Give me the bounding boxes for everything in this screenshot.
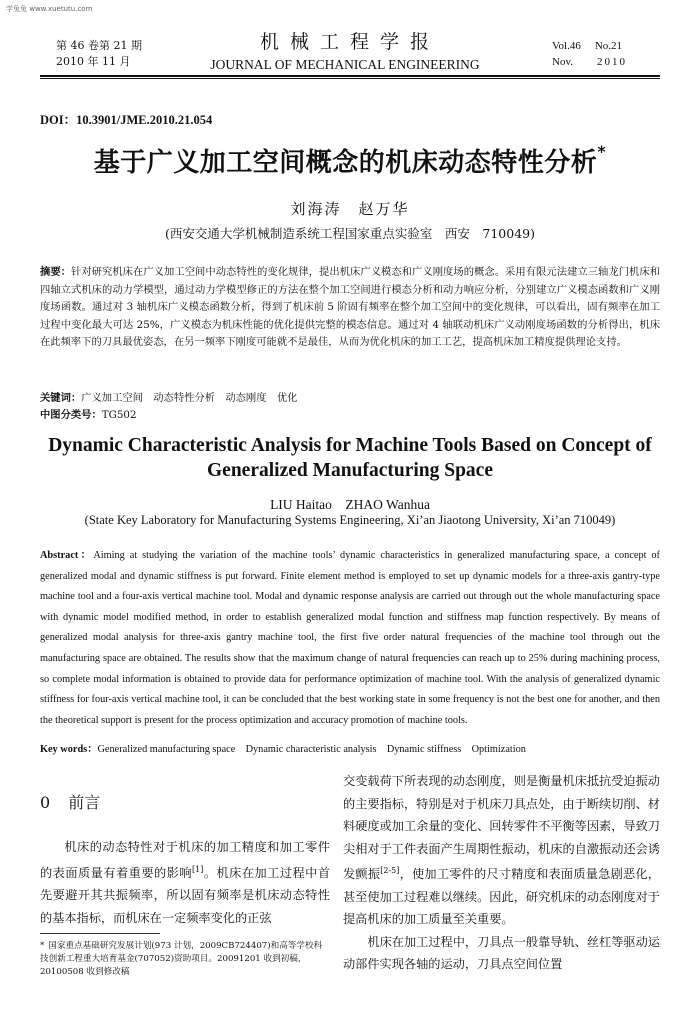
header-rule-thick: [40, 75, 660, 77]
section-heading: [40, 790, 118, 813]
section-title: 前言: [68, 793, 101, 812]
title-cn-text: 基于广义加工空间概念的机床动态特性分析: [93, 148, 598, 178]
watermark: 学兔兔 www.xuetutu.com: [6, 5, 93, 13]
journal-name-en: JOURNAL OF MECHANICAL ENGINEERING: [210, 57, 480, 72]
body-right-column: [343, 770, 660, 976]
authors-cn: 刘海涛 赵万华: [290, 200, 410, 218]
authors-en: LIU Haitao ZHAO Wanhua: [270, 497, 430, 512]
affiliation-en: (State Key Laboratory for Manufacturing Systems Engineering, Xi’an Jiaotong University, Xi’an 710049): [84, 513, 616, 527]
title-en-line2: Generalized Manufacturing Space: [207, 460, 493, 481]
classification-cn-label: 中图分类号：: [40, 409, 102, 421]
keywords-cn-label: 关键词：: [40, 392, 82, 404]
footnote-text: 国家重点基础研究发展计划(973 计划，2009CB724407)和高等学校科技创新工程重大培育基金(707052)资助项目。20091201 收到初稿，20100508 收到修改稿: [40, 941, 323, 977]
footnote: [40, 940, 330, 979]
journal-name-cn: 机械工程学报: [259, 31, 440, 53]
header-year: 2010: [596, 56, 627, 68]
citation: [1]: [192, 864, 204, 874]
title-cn: [0, 142, 700, 179]
header-rule-thin: [40, 78, 660, 79]
body-text: 交变载荷下所表现的动态刚度，则是衡量机床抵抗受迫振动的主要指标，特别是对于机床刀具点处，由于断续切削、材料硬度或加工余量的变化、回转零件不平衡等因素，导致刀尖相对于工件表面产生周期性振动，机床的自激振动还会诱发颤振: [343, 774, 660, 882]
body-paragraph: [343, 770, 660, 931]
section-number: 0: [40, 793, 51, 812]
body-paragraph: [40, 836, 330, 929]
abstract-en-text: Aiming at studying the variation of the machine tools’ dynamic characteristics in generalized manufacturing space, a concept of generalized modal and dynamic stiffness is put forward. Finite element method is employed to set up dynamic models for a three-axis gantry-type machine tool and a four-axis vertical machine tool. Modal and dynamic response analysis are carried out through out the whole manufacturing space with dynamic model modified method, in order to establish generalized modal function and stiffness map function respectively. By means of generalized modal analysis for three-axis gantry machine tool, the first five order natural frequencies of the machine tool through out the manufacturing space are obtained. The results show that the maximum change of natural frequencies can reach up to 25% during machining process, so complete modal information is obtained to provide data for performance optimization of machine tool. With the analysis of generalized dynamic stiffness for four-axis vertical machine tool, it can be concluded that the best working state in some frequency is not the best one for another, and then the theoretical support is present for the process optimization and accuracy promotion of machine tools.: [40, 550, 660, 726]
abstract-en: [40, 546, 660, 731]
keywords-cn: [40, 389, 660, 404]
header-issue-en: [552, 38, 662, 70]
header-month: Nov.: [552, 56, 573, 68]
header-no: No.21: [594, 40, 623, 52]
header-vol: Vol.46: [552, 40, 581, 52]
keywords-en: [40, 740, 660, 755]
keywords-cn-text: 广义加工空间 动态特性分析 动态刚度 优化: [81, 392, 298, 404]
header-date-cn: 2010 年 11 月: [56, 55, 131, 68]
header-issue-cn: [56, 38, 166, 70]
body-text: ，使加工零件的尺寸精度和表面质量急剧恶化，甚至使加工过程难以继续。因此，研究机床的动态刚度对于提高机床的加工质量至关重要。: [343, 867, 660, 927]
header-volume-issue: 第 46 卷第 21 期: [56, 39, 142, 52]
title-en-line1: Dynamic Characteristic Analysis for Machine Tools Based on Concept of: [48, 435, 652, 456]
affiliation-cn: (西安交通大学机械制造系统工程国家重点实验室 西安 710049): [165, 226, 535, 241]
footnote-rule: [40, 933, 160, 934]
abstract-en-label: Abstract：: [40, 550, 94, 561]
body-text: 。机床在加工过程中首先要避开其共振频率，所以固有频率是机床动态特性的基本指标，而机床在一定频率变化的正弦: [40, 865, 331, 925]
classification-cn-text: TG502: [101, 409, 137, 421]
title-en: [0, 433, 700, 483]
abstract-cn: [40, 264, 660, 352]
abstract-cn-label: 摘要：: [40, 266, 72, 278]
body-left-column: [40, 836, 330, 929]
classification-cn: [40, 406, 660, 421]
keywords-en-label: Key words：: [40, 744, 98, 755]
keywords-en-text: Generalized manufacturing space Dynamic characteristic analysis Dynamic stiffness Optimization: [97, 744, 526, 755]
body-text: 机床的动态特性对于机床的加工精度和加工零件的表面质量有着重要的影响: [40, 840, 330, 880]
doi: DOI：10.3901/JME.2010.21.054: [40, 113, 213, 127]
abstract-cn-text: 针对研究机床在广义加工空间中动态特性的变化规律，提出机床广义模态和广义刚度场的概念。采用有限元法建立三轴龙门机床和四轴立式机床的动力学模型，通过动力学模型修正的方法在整个加工空间进行模态分析和动力响应分析，分别建立广义模态函数和广义刚度场函数。通过对 3 轴机床广义模态函数分析，得到了机床前 5 阶固有频率在整个加工空间中的变化规律，可以看出，固有频率在加工过程中变化最大可达 25%，广义模态为机床性能的优化提供完整的模态信息。通过对 4 轴联动机床广义动刚度场函数的分析得出，机床在此频率下的刀具最优姿态，在另一频率下刚度可能就不是最佳，从而为优化机床的加工工艺，提高机床加工精度提供理论支持。: [40, 266, 661, 348]
citation: [2-5]: [380, 866, 400, 875]
journal-name: [175, 30, 515, 73]
footnote-mark: *: [40, 941, 45, 951]
body-paragraph: 机床在加工过程中，刀具点一般靠导轨、丝杠等驱动运动部件实现各轴的运动，刀具点空间位置: [343, 934, 660, 972]
title-footnote-mark: *: [597, 142, 607, 161]
